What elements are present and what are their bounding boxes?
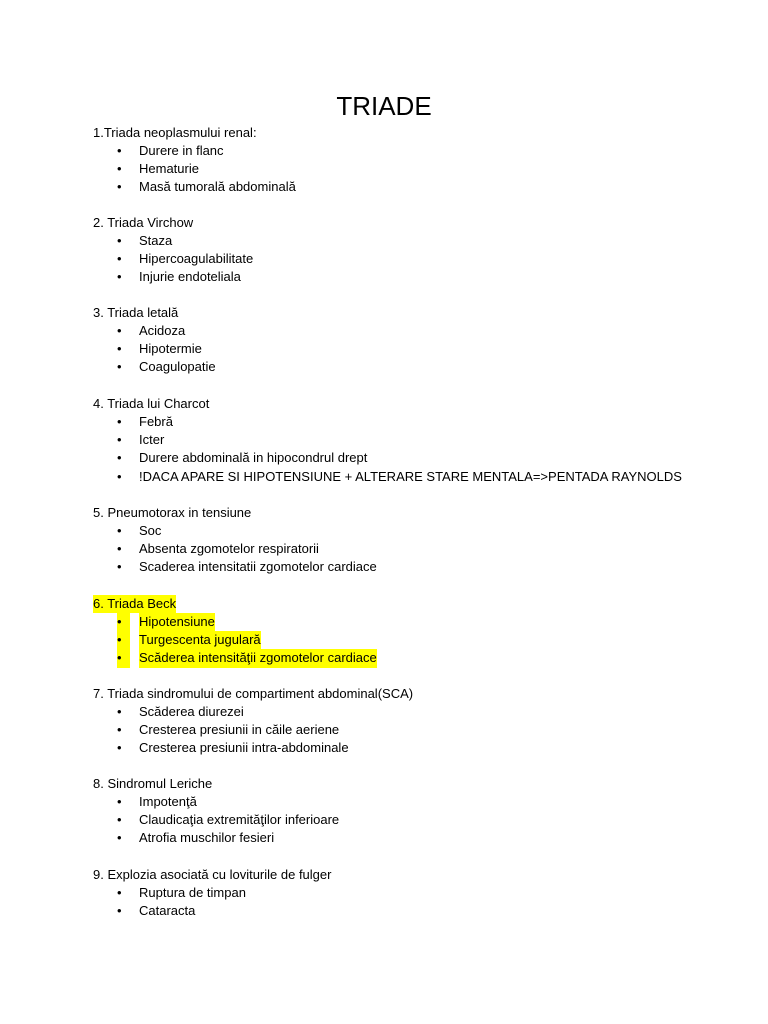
- list-item: [93, 522, 733, 540]
- bullet-list: [93, 703, 733, 758]
- list-item: [93, 449, 733, 467]
- list-item-text: Soc: [139, 523, 162, 538]
- list-item: [93, 884, 733, 902]
- bullet-icon: •: [117, 523, 122, 538]
- list-item: [93, 649, 733, 667]
- bullet-icon: •: [117, 812, 122, 828]
- list-item-text: Hipercoagulabilitate: [139, 251, 254, 267]
- bullet-icon: •: [117, 885, 122, 900]
- bullet-icon: •: [117, 704, 122, 719]
- bullet-list: [93, 884, 733, 920]
- section-2: [93, 214, 733, 287]
- bullet-list: [93, 413, 733, 486]
- list-item: [93, 322, 733, 340]
- list-item-text: Atrofia muschilor fesieri: [139, 830, 275, 846]
- bullet-icon: •: [117, 269, 122, 285]
- section-heading: 4. Triada lui Charcot: [93, 396, 210, 411]
- section-heading: 9. Explozia asociată cu loviturile de fulger: [93, 867, 332, 882]
- bullet-icon: •: [117, 161, 122, 177]
- list-item: [93, 631, 733, 649]
- list-item-text: Cresterea presiunii intra-abdominale: [139, 740, 349, 756]
- list-item-text: Cresterea presiunii in căile aeriene: [139, 722, 340, 738]
- bullet-list: [93, 322, 733, 377]
- list-item-text: Durere abdominală in hipocondrul drept: [139, 450, 368, 466]
- section-heading: 6. Triada Beck: [93, 596, 177, 611]
- section-5: [93, 504, 733, 577]
- bullet-icon: •: [117, 341, 122, 357]
- bullet-list: [93, 142, 733, 197]
- list-item: [93, 721, 733, 739]
- list-item: [93, 703, 733, 721]
- bullet-icon: •: [117, 359, 122, 375]
- bullet-list: [93, 232, 733, 287]
- list-item: [93, 431, 733, 449]
- bullet-icon: •: [117, 233, 122, 248]
- list-item: [93, 829, 733, 847]
- section-heading: 2. Triada Virchow: [93, 215, 194, 230]
- list-item-text: Staza: [139, 233, 173, 248]
- list-item-text: Scăderea diurezei: [139, 704, 244, 719]
- bullet-icon: •: [117, 830, 122, 846]
- section-9: [93, 866, 733, 920]
- page-title: TRIADE: [336, 91, 432, 121]
- list-item-text: !DACA APARE SI HIPOTENSIUNE + ALTERARE STARE MENTALA=>PENTADA RAYNOLDS: [139, 468, 682, 484]
- list-item: [93, 178, 733, 196]
- list-item: [93, 739, 733, 757]
- list-item-text: Acidoza: [139, 323, 186, 338]
- list-item-text: Injurie endoteliala: [139, 269, 241, 285]
- list-item-text: Ruptura de timpan: [139, 885, 246, 900]
- list-item-text: Icter: [139, 432, 165, 448]
- list-item-text: Cataracta: [139, 903, 196, 919]
- section-heading: 5. Pneumotorax in tensiune: [93, 505, 252, 520]
- bullet-icon: •: [117, 559, 122, 575]
- list-item: [93, 413, 733, 431]
- bullet-icon: •: [117, 323, 122, 338]
- section-heading: 3. Triada letală: [93, 305, 179, 320]
- list-item-text: Durere in flanc: [139, 143, 224, 158]
- list-item: [93, 358, 733, 376]
- list-item: [93, 160, 733, 178]
- bullet-icon: •: [117, 794, 122, 809]
- list-item-text: Hematurie: [139, 161, 199, 177]
- list-item-text: Scaderea intensitatii zgomotelor cardiace: [139, 559, 377, 575]
- bullet-list: [93, 793, 733, 848]
- bullet-icon: •: [117, 631, 130, 649]
- bullet-icon: •: [117, 179, 122, 195]
- list-item-text: Masă tumorală abdominală: [139, 179, 296, 195]
- section-3: [93, 304, 733, 377]
- list-item: [93, 540, 733, 558]
- bullet-icon: •: [117, 432, 122, 448]
- list-item: [93, 613, 733, 631]
- section-heading: 7. Triada sindromului de compartiment abdominal(SCA): [93, 686, 414, 701]
- list-item: [93, 232, 733, 250]
- bullet-icon: •: [117, 414, 122, 429]
- section-4: [93, 395, 733, 486]
- section-6: [93, 595, 733, 668]
- list-item: [93, 250, 733, 268]
- list-item-text: Claudicaţia extremităţilor inferioare: [139, 812, 340, 828]
- list-item-text: Absenta zgomotelor respiratorii: [139, 541, 319, 557]
- list-item-text: Hipotensiune: [139, 613, 215, 631]
- list-item-text: Impotenţă: [139, 794, 197, 809]
- section-1: [93, 124, 733, 197]
- list-item-text: Turgescenta jugulară: [139, 631, 261, 649]
- bullet-icon: •: [117, 143, 122, 158]
- list-item: [93, 902, 733, 920]
- section-8: [93, 775, 733, 848]
- list-item-text: Scăderea intensităţii zgomotelor cardiace: [139, 649, 377, 667]
- section-heading: 8. Sindromul Leriche: [93, 776, 213, 791]
- list-item-text: Febră: [139, 414, 173, 429]
- bullet-icon: •: [117, 740, 122, 756]
- section-7: [93, 685, 733, 758]
- list-item: [93, 268, 733, 286]
- list-item: [93, 811, 733, 829]
- list-item: [93, 468, 733, 486]
- list-item: [93, 558, 733, 576]
- bullet-icon: •: [117, 903, 122, 919]
- section-heading: 1.Triada neoplasmului renal:: [93, 125, 257, 140]
- list-item: [93, 340, 733, 358]
- list-item-text: Hipotermie: [139, 341, 202, 357]
- list-item-text: Coagulopatie: [139, 359, 216, 375]
- bullet-list: [93, 522, 733, 577]
- list-item: [93, 142, 733, 160]
- list-item: [93, 793, 733, 811]
- bullet-list: [93, 613, 733, 668]
- bullet-icon: •: [117, 722, 122, 738]
- bullet-icon: •: [117, 450, 122, 466]
- bullet-icon: •: [117, 649, 130, 667]
- bullet-icon: •: [117, 613, 130, 631]
- bullet-icon: •: [117, 468, 122, 484]
- bullet-icon: •: [117, 251, 122, 267]
- bullet-icon: •: [117, 541, 122, 557]
